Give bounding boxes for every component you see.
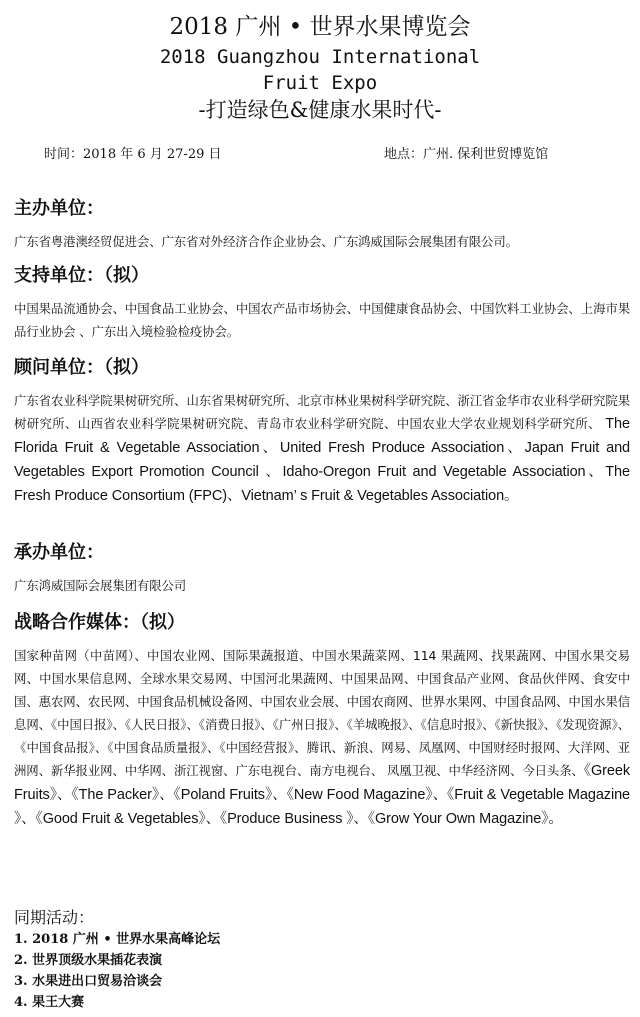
- organizer-heading: 主办单位：: [14, 198, 104, 219]
- event-time: 时间：2018 年 6 月 27-29 日: [44, 147, 222, 162]
- media-heading: 战略合作媒体：（拟）: [14, 612, 185, 633]
- supporter-heading: 支持单位：（拟）: [14, 265, 149, 286]
- document-header: [0, 12, 640, 124]
- advisor-section: [14, 356, 630, 508]
- title-english-line1: 2018 Guangzhou International: [159, 46, 481, 68]
- activities-heading: 同期活动：: [14, 908, 95, 927]
- advisor-text-cn: 广东省农业科学院果树研究所、山东省果树研究所、北京市林业果树科学研究院、浙江省金华市农业科学研究院果树研究所、山西省农业科学院果树研究院、青岛市农业科学研究院、中国农业大学农业规划科学研究所、: [14, 393, 630, 431]
- media-section: [14, 611, 630, 831]
- slogan: -打造绿色&健康水果时代-: [198, 98, 442, 122]
- supporter-section: [14, 264, 630, 343]
- supporter-text: 中国果品流通协会、中国食品工业协会、中国农产品市场协会、中国健康食品协会、中国饮料工业协会、上海市果品行业协会 、广东出入境检验检疫协会。: [14, 301, 630, 339]
- title-chinese: 2018 广州 • 世界水果博览会: [169, 14, 471, 40]
- activity-item: 1. 2018 广州 • 世界水果高峰论坛: [14, 932, 221, 947]
- media-text-cn: 国家种苗网（中苗网）、中国农业网、国际果蔬报道、中国水果蔬菜网、114 果蔬网、找果蔬网、中国水果交易网、中国水果信息网、全球水果交易网、中国河北果蔬网、中国果品网、中国食品产业网、食品伙伴网、食安中国、惠农网、农民网、中国食品机械设备网、中国农业会展、中国农商网、世界水果网、中国食品网、中国水果信息网、《中国日报》、《人民日报》、《消费日报》、《广州日报》、《羊城晚报》、《信息时报》、《新快报》、《发现资源》、《中国食品报》、《中国食品质量报》、《中国经营报》、腾讯、新浪、网易、凤凰网、中国财经时报网、大洋网、亚洲网、新华报业网、中华网、浙江视窗、广东电视台、南方电视台、 凤凰卫视、中华经济网、今日头条、: [14, 648, 630, 778]
- advisor-text-en: The Florida Fruit & Vegetable Association、United Fresh Produce Association、Japan Fruit and Vegetables Export Promotion Council 、Idaho-Oregon Fruit and Vegetable Association、The Fresh Produce Consortium (FPC)、Vietnam’ s Fruit & Vegetables Association。: [14, 416, 630, 504]
- event-place: 地点：广州. 保利世贸博览馆: [384, 147, 549, 162]
- host-text: 广东鸿威国际会展集团有限公司: [14, 578, 187, 593]
- advisor-text: [14, 389, 630, 508]
- activity-item: 4. 果王大赛: [14, 995, 85, 1010]
- media-text: [14, 644, 630, 831]
- activities-section: [14, 907, 630, 1013]
- host-heading: 承办单位：: [14, 542, 104, 563]
- advisor-heading: 顾问单位：（拟）: [14, 357, 149, 378]
- organizer-section: [14, 197, 630, 253]
- activity-item: 3. 水果进出口贸易洽谈会: [14, 974, 163, 989]
- media-text-en: 《Greek Fruits》、《The Packer》、《Poland Fruits》、《New Food Magazine》、《Fruit & Vegetable Magazine 》、《Good Fruit & Vegetables》、《Produce Business 》、《Grow Your Own Magazine》。: [14, 763, 630, 827]
- activity-item: 2. 世界顶级水果插花表演: [14, 953, 163, 968]
- title-english-line2: Fruit Expo: [262, 72, 378, 94]
- host-section: [14, 541, 630, 597]
- organizer-text: 广东省粤港澳经贸促进会、广东省对外经济合作企业协会、广东鸿威国际会展集团有限公司。: [14, 234, 518, 249]
